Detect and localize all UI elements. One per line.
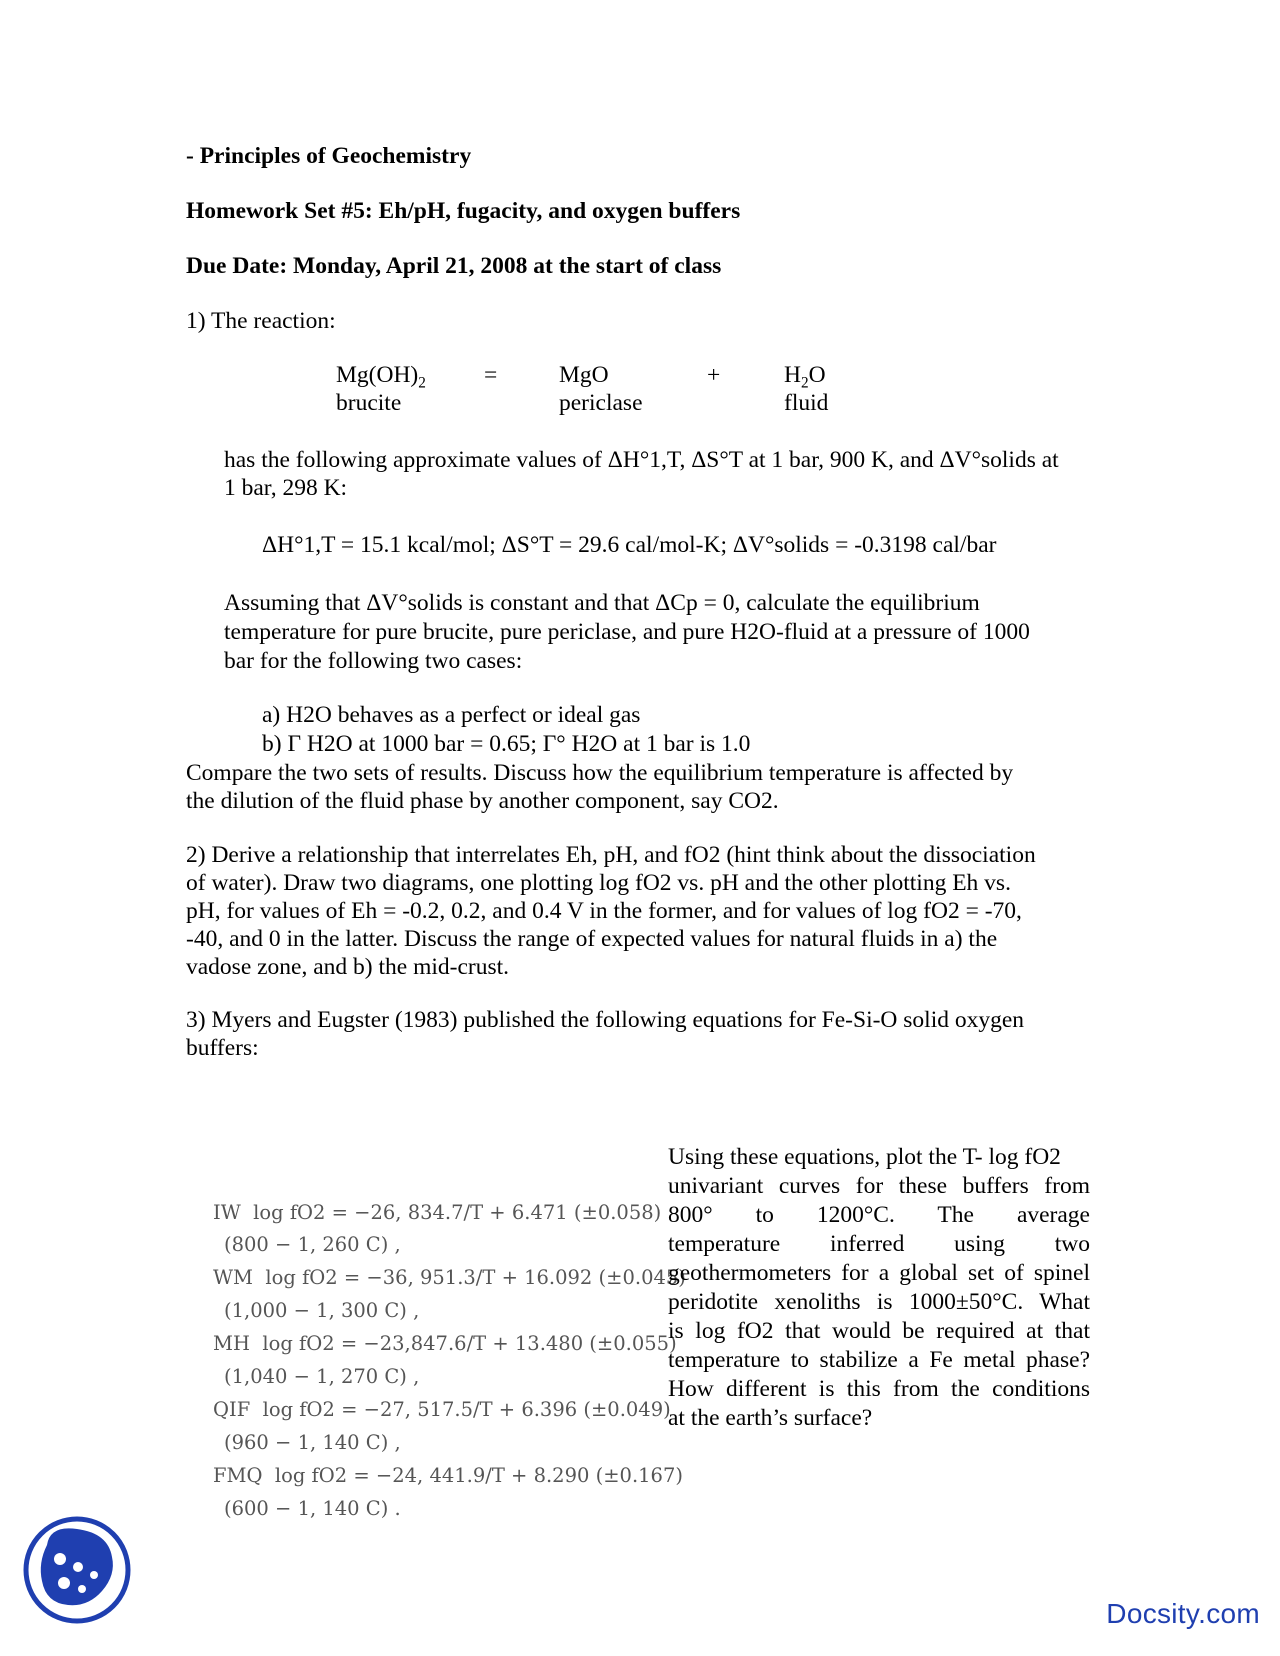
q2-line3: pH, for values of Eh = -0.2, 0.2, and 0.4 V in the former, and for values of log fO2 = -70, — [186, 898, 1022, 924]
docsity-logo-icon — [22, 1515, 132, 1625]
equation-iw: IW log fO2 = −26, 834.7/T + 6.471 (±0.058) — [213, 1201, 662, 1224]
product1-formula: MgO — [559, 362, 609, 388]
product2-name: fluid — [784, 390, 829, 416]
q3-line1: 3) Myers and Eugster (1983) published the following equations for Fe-Si-O solid oxygen — [186, 1007, 1025, 1033]
course-title: - Principles of Geochemistry — [186, 143, 472, 169]
equation-iw-range: (800 − 1, 260 C) , — [224, 1233, 401, 1256]
reactant-name: brucite — [336, 390, 402, 416]
q1-values-line1: has the following approximate values of ΔH°1,T, ΔS°T at 1 bar, 900 K, and ΔV°solids at — [224, 447, 1059, 473]
q1-values-line2: 1 bar, 298 K: — [224, 475, 348, 501]
equation-mh-range: (1,040 − 1, 270 C) , — [224, 1365, 420, 1388]
docsity-brand[interactable]: Docsity.com — [1106, 1598, 1260, 1629]
product1-name: periclase — [559, 390, 643, 416]
side-line: peridotite xenoliths is 1000±50°C. What — [668, 1289, 1090, 1315]
q1-case-b: b) Γ H2O at 1000 bar = 0.65; Γ° H2O at 1 bar is 1.0 — [262, 731, 751, 757]
q2-line4: -40, and 0 in the latter. Discuss the range of expected values for natural fluids in a) the — [186, 926, 998, 952]
side-line: temperature inferred using two — [668, 1231, 1090, 1257]
q3-line2: buffers: — [186, 1035, 259, 1061]
product2-formula: $H_2O$ — [784, 362, 826, 392]
side-line: at the earth’s surface? — [668, 1405, 873, 1431]
side-line: is log fO2 that would be required at that — [668, 1318, 1090, 1344]
equation-qif: QIF log fO2 = −27, 517.5/T + 6.396 (±0.049) — [213, 1398, 671, 1421]
q1-case-a: a) H2O behaves as a perfect or ideal gas — [262, 702, 641, 728]
reactant-formula: $Mg(OH)_2$ — [336, 362, 426, 392]
due-date: Due Date: Monday, April 21, 2008 at the start of class — [186, 253, 722, 279]
q3-side-text — [668, 1143, 1090, 1433]
q2-line5: vadose zone, and b) the mid-crust. — [186, 954, 510, 980]
side-line: temperature to stabilize a Fe metal phase? — [668, 1347, 1090, 1373]
homework-title: Homework Set #5: Eh/pH, fugacity, and oxygen buffers — [186, 198, 741, 224]
equals-sign: = — [484, 362, 498, 388]
q1-intro: 1) The reaction: — [186, 308, 336, 334]
equation-qif-range: (960 − 1, 140 C) , — [224, 1431, 401, 1454]
q1-assume-line1: Assuming that ΔV°solids is constant and that ΔCp = 0, calculate the equilibrium — [224, 590, 980, 616]
side-line: 800° to 1200°C. The average — [668, 1202, 1090, 1228]
side-line: univariant curves for these buffers from — [668, 1173, 1090, 1199]
side-line: Using these equations, plot the T- log fO2 — [668, 1144, 1061, 1170]
q1-compare-line2: the dilution of the fluid phase by another component, say CO2. — [186, 788, 779, 814]
q2-line2: of water). Draw two diagrams, one plotting log fO2 vs. pH and the other plotting Eh vs. — [186, 870, 1011, 896]
equation-wm-range: (1,000 − 1, 300 C) , — [224, 1299, 420, 1322]
side-line: geothermometers for a global set of spinel — [668, 1260, 1090, 1286]
equation-fmq-range: (600 − 1, 140 C) . — [224, 1497, 401, 1520]
q1-assume-line3: bar for the following two cases: — [224, 648, 523, 674]
equation-wm: WM log fO2 = −36, 951.3/T + 16.092 (±0.045) — [213, 1266, 686, 1289]
equation-fmq: FMQ log fO2 = −24, 441.9/T + 8.290 (±0.167) — [213, 1464, 683, 1487]
q1-compare-line1: Compare the two sets of results. Discuss how the equilibrium temperature is affected by — [186, 760, 1014, 786]
q1-assume-line2: temperature for pure brucite, pure periclase, and pure H2O-fluid at a pressure of 1000 — [224, 619, 1030, 645]
q1-values-equation: ΔH°1,T = 15.1 kcal/mol; ΔS°T = 29.6 cal/mol-K; ΔV°solids = -0.3198 cal/bar — [262, 532, 997, 558]
side-line: How different is this from the conditions — [668, 1376, 1090, 1402]
equation-mh: MH log fO2 = −23,847.6/T + 13.480 (±0.055) — [213, 1332, 677, 1355]
plus-sign: + — [707, 362, 721, 388]
q2-line1: 2) Derive a relationship that interrelates Eh, pH, and fO2 (hint think about the dissociation — [186, 842, 1036, 868]
